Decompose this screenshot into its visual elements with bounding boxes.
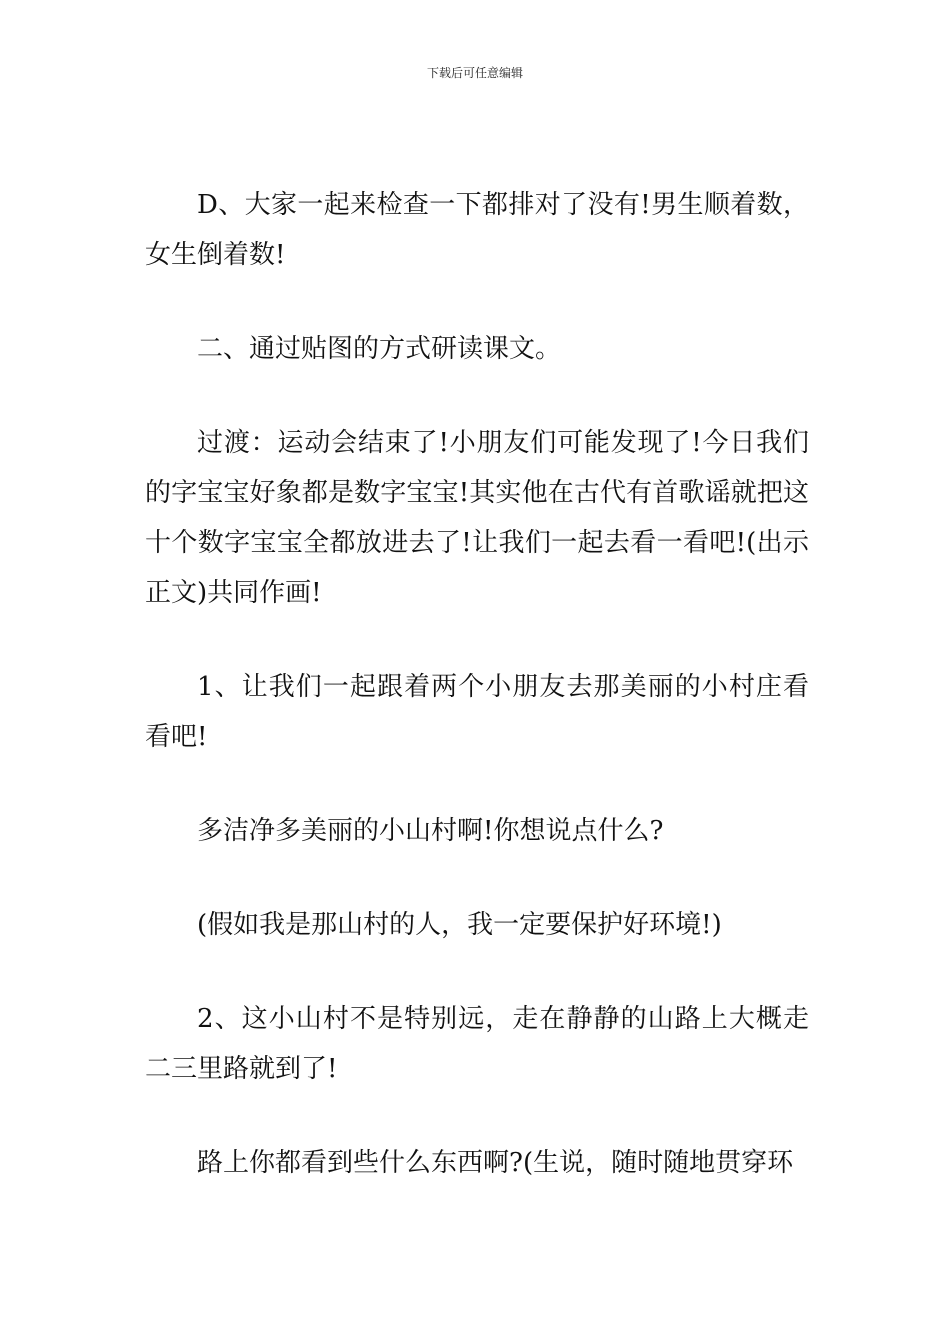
paragraph-5: 多洁净多美丽的小山村啊!你想说点什么?	[197, 816, 664, 846]
paragraph-6: (假如我是那山村的人，我一定要保护好环境!)	[197, 910, 722, 940]
document-body	[145, 180, 809, 1232]
page-header: 下载后可任意编辑	[426, 66, 523, 80]
paragraph-8: 路上你都看到些什么东西啊?(生说，随时随地贯穿环	[197, 1148, 794, 1178]
paragraph-7: 2、这小山村不是特别远，走在静静的山路上大概走二三里路就到了!	[145, 1004, 809, 1084]
paragraph-3: 过渡：运动会结束了!小朋友们可能发现了!今日我们的字宝宝好象都是数字宝宝!其实他在古代有首歌谣就把这十个数字宝宝全都放进去了!让我们一起去看一看吧!(出示正文)共同作画!	[145, 428, 809, 608]
paragraph-4: 1、让我们一起跟着两个小朋友去那美丽的小村庄看看吧!	[145, 672, 809, 752]
paragraph-1: D、大家一起来检查一下都排对了没有!男生顺着数，女生倒着数!	[145, 190, 809, 270]
paragraph-2: 二、通过贴图的方式研读课文。	[197, 334, 562, 364]
